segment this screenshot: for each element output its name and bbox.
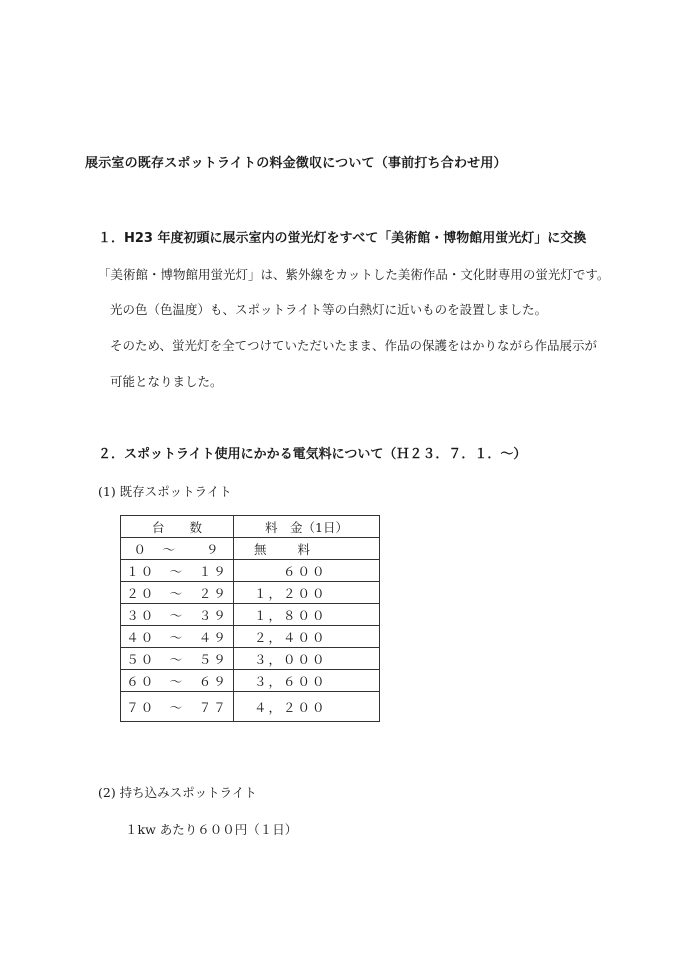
section-1-paragraph-1: 「美術館・博物館用蛍光灯」は、紫外線をカットした美術作品・文化財専用の蛍光灯です。 (98, 267, 610, 282)
header-count: 台 数 (121, 516, 234, 538)
section-1-heading: １．H23 年度初頭に展示室内の蛍光灯をすべて「美術館・博物館用蛍光灯」に交換 (98, 231, 587, 246)
fee-table (120, 515, 380, 722)
table-row (121, 692, 380, 722)
section-1-paragraph-4: 可能となりました。 (110, 374, 223, 389)
portable-spotlight-fee: １kw あたり６００円（１日） (125, 822, 298, 837)
subsection-2-label: (2) 持ち込みスポットライト (98, 785, 257, 800)
table-row (121, 538, 380, 560)
table-row (121, 604, 380, 626)
header-fee: 料 金（1日） (234, 516, 380, 538)
count-cell: １０ ～ １９ (121, 560, 234, 582)
fee-cell: １，２００ (234, 582, 380, 604)
count-cell: ５０ ～ ５９ (121, 648, 234, 670)
section-1-paragraph-3: そのため、蛍光灯を全てつけていただいたまま、作品の保護をはかりながら作品展示が (110, 338, 598, 353)
table-row (121, 648, 380, 670)
fee-cell: ４，２００ (234, 692, 380, 722)
section-1-paragraph-2: 光の色（色温度）も、スポットライト等の白熱灯に近いものを設置しました。 (110, 302, 548, 317)
count-cell: ２０ ～ ２９ (121, 582, 234, 604)
table-row (121, 582, 380, 604)
subsection-1-label: (1) 既存スポットライト (98, 484, 232, 499)
count-cell: ３０ ～ ３９ (121, 604, 234, 626)
section-2-heading: ２．スポットライト使用にかかる電気料について（Ｈ２３．７．１．～） (98, 447, 527, 462)
fee-cell: 無 料 (234, 538, 380, 560)
table-row (121, 626, 380, 648)
document-title: 展示室の既存スポットライトの料金徴収について（事前打ち合わせ用） (85, 156, 507, 171)
count-cell: ６０ ～ ６９ (121, 670, 234, 692)
count-cell: ４０ ～ ４９ (121, 626, 234, 648)
table-header-row (121, 516, 380, 538)
fee-cell: ３，０００ (234, 648, 380, 670)
table-row (121, 560, 380, 582)
fee-cell: ６００ (234, 560, 380, 582)
count-cell: ７０ ～ ７７ (121, 692, 234, 722)
count-cell: ０ ～ ９ (121, 538, 234, 560)
fee-cell: ２，４００ (234, 626, 380, 648)
fee-cell: １，８００ (234, 604, 380, 626)
fee-cell: ３，６００ (234, 670, 380, 692)
table-row (121, 670, 380, 692)
